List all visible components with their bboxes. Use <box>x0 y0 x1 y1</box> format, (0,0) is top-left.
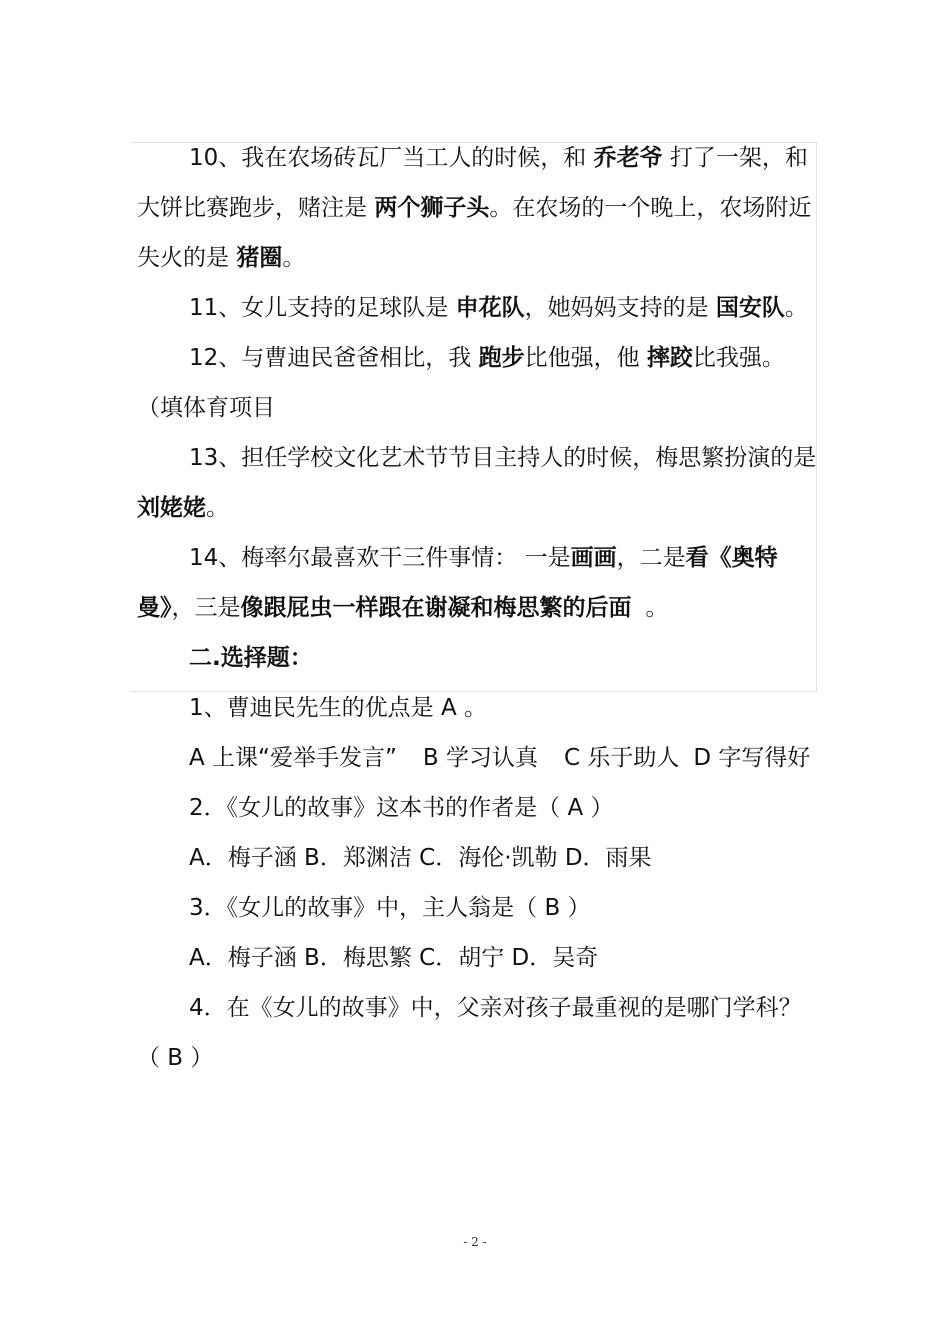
section-title: 二.选择题： <box>189 645 313 671</box>
choice-options-2: A．梅子涵 B．郑渊洁 C．海伦·凯勒 D．雨果 <box>189 845 652 871</box>
page-number: - 2 - <box>463 1235 487 1249</box>
answer-wrestling: 摔跤 <box>646 345 693 371</box>
choice-options-1: A 上课“爱举手发言” B 学习认真 C 乐于助人 D 字写得好 <box>189 745 811 771</box>
answer-follow: 像跟屁虫一样跟在谢凝和梅思繁的后面 <box>240 595 632 621</box>
answer-liulaolao: 刘姥姥 <box>137 495 206 521</box>
fill-question-10: 10、我在农场砖瓦厂当工人的时候，和 乔老爷 打了一架，和大饼比赛跑步，赌注是 两个狮子头。在农场的一个晚上，农场附近失火的是 猪圈。 <box>137 145 812 271</box>
choice-question-2: 2．《女儿的故事》这本书的作者是（ A ） <box>189 795 614 821</box>
choice-question-3: 3．《女儿的故事》中，主人翁是（ B ） <box>189 895 591 921</box>
choice-question-1: 1、曹迪民先生的优点是 A 。 <box>189 695 487 721</box>
answer-guoan: 国安队 <box>715 295 785 321</box>
document-body <box>137 133 817 1083</box>
answer-ultraman: 看《奥特曼》 <box>137 545 778 621</box>
fill-question-13: 13、担任学校文化艺术节节目主持人的时候，梅思繁扮演的是 刘姥姥。 <box>137 445 817 521</box>
fill-question-11: 11、女儿支持的足球队是 申花队，她妈妈支持的是 国安队。 <box>189 295 808 321</box>
answer-pigpen: 猪圈 <box>236 245 283 271</box>
choice-options-3: A．梅子涵 B．梅思繁 C．胡宁 D．吴奇 <box>189 945 599 971</box>
choice-question-4: 4．在《女儿的故事》中，父亲对孩子最重视的是哪门学科？（ B ） <box>137 995 802 1071</box>
answer-lions-head: 两个狮子头 <box>374 195 490 221</box>
answer-shenhua: 申花队 <box>455 295 525 321</box>
fill-question-12: 12、与曹迪民爸爸相比，我 跑步比他强，他 摔跤比我强。（填体育项目 <box>137 345 785 421</box>
answer-running: 跑步 <box>478 345 525 371</box>
answer-qiao: 乔老爷 <box>593 145 663 171</box>
answer-drawing: 画画 <box>570 545 617 571</box>
fill-question-14: 14、梅率尔最喜欢干三件事情： 一是画画，二是看《奥特曼》，三是像跟屁虫一样跟在谢凝和梅思繁的后面 。 <box>137 545 778 621</box>
